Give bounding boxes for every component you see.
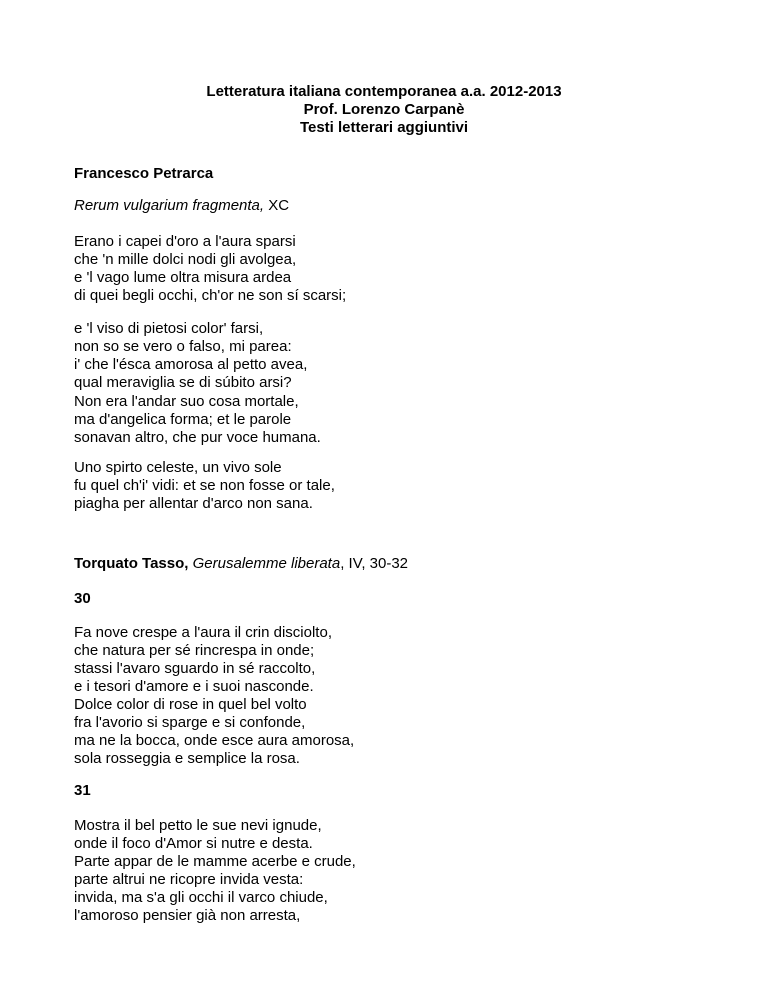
verse-line: e 'l vago lume oltra misura ardea — [74, 269, 292, 286]
verse-line: Non era l'andar suo cosa mortale, — [74, 393, 299, 410]
tasso-author: Torquato Tasso, — [74, 555, 189, 572]
verse-line: piagha per allentar d'arco non sana. — [74, 495, 313, 512]
petrarca-work-title: Rerum vulgarium fragmenta, — [74, 197, 265, 214]
octave-number: 31 — [74, 782, 91, 799]
verse-line: che natura per sé rincrespa in onde; — [74, 642, 315, 659]
petrarca-stanza-1 — [74, 233, 346, 305]
verse-line: fra l'avorio si sparge e si confonde, — [74, 714, 306, 731]
verse-line: qual meraviglia se di súbito arsi? — [74, 374, 292, 391]
document-subtitle: Testi letterari aggiuntivi — [299, 119, 469, 136]
verse-line: Fa nove crespe a l'aura il crin disciolto, — [74, 624, 332, 641]
verse-line: ma ne la bocca, onde esce aura amorosa, — [74, 732, 355, 749]
verse-line: e i tesori d'amore e i suoi nasconde. — [74, 678, 314, 695]
verse-line: sola rosseggia e semplice la rosa. — [74, 750, 300, 767]
verse-line: invida, ma s'a gli occhi il varco chiude, — [74, 889, 328, 906]
tasso-heading — [74, 555, 408, 573]
verse-line: che 'n mille dolci nodi gli avolgea, — [74, 251, 297, 268]
verse-line: Uno spirto celeste, un vivo sole — [74, 459, 282, 476]
petrarca-stanza-3 — [74, 393, 321, 447]
verse-line: parte altrui ne ricopre invida vesta: — [74, 871, 304, 888]
document-header — [0, 83, 768, 137]
verse-line: Mostra il bel petto le sue nevi ignude, — [74, 817, 322, 834]
verse-line: di quei begli occhi, ch'or ne son sí scarsi; — [74, 287, 347, 304]
verse-line: sonavan altro, che pur voce humana. — [74, 429, 321, 446]
verse-line: Erano i capei d'oro a l'aura sparsi — [74, 233, 296, 250]
professor-name: Prof. Lorenzo Carpanè — [303, 101, 465, 118]
verse-line: i' che l'ésca amorosa al petto avea, — [74, 356, 308, 373]
verse-line: l'amoroso pensier già non arresta, — [74, 907, 301, 924]
petrarca-author: Francesco Petrarca — [74, 165, 214, 182]
course-title: Letteratura italiana contemporanea a.a. 2012-2013 — [206, 83, 562, 100]
verse-line: Dolce color di rose in quel bel volto — [74, 696, 307, 713]
tasso-octave-31 — [74, 817, 356, 925]
octave-number: 30 — [74, 590, 91, 607]
tasso-work-title: Gerusalemme liberata — [192, 555, 341, 572]
verse-line: e 'l viso di pietosi color' farsi, — [74, 320, 264, 337]
tasso-work-ref: , IV, 30-32 — [340, 555, 409, 572]
verse-line: ma d'angelica forma; et le parole — [74, 411, 292, 428]
verse-line: Parte appar de le mamme acerbe e crude, — [74, 853, 356, 870]
petrarca-work-number: XC — [264, 197, 290, 214]
petrarca-stanza-2 — [74, 320, 307, 392]
verse-line: non so se vero o falso, mi parea: — [74, 338, 292, 355]
petrarca-stanza-4 — [74, 459, 335, 513]
verse-line: fu quel ch'i' vidi: et se non fosse or tale, — [74, 477, 335, 494]
tasso-octave-30 — [74, 624, 354, 768]
verse-line: stassi l'avaro sguardo in sé raccolto, — [74, 660, 316, 677]
verse-line: onde il foco d'Amor si nutre e desta. — [74, 835, 313, 852]
petrarca-work — [74, 197, 289, 215]
